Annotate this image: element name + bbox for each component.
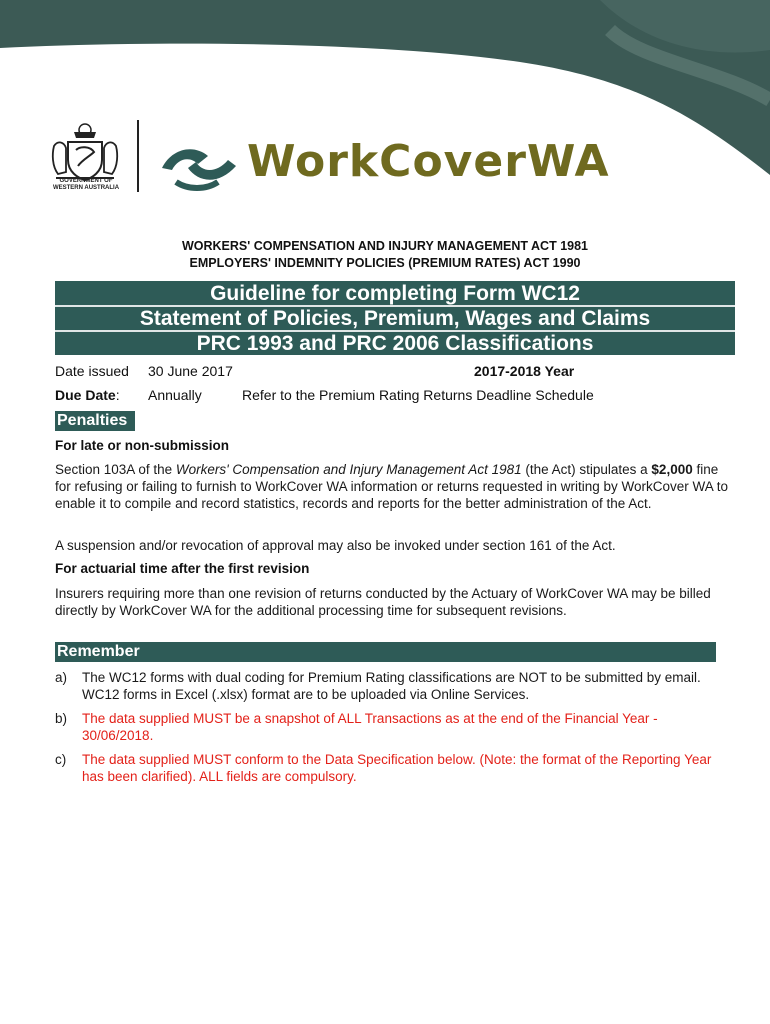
list-text: The WC12 forms with dual coding for Premium Rating classifications are NOT to be submitted by email. WC12 forms in Excel (.xlsx) format are to be uploaded via Online Services. <box>82 670 701 702</box>
title-line-1: Guideline for completing Form WC12 <box>210 282 580 305</box>
list-item <box>55 751 735 787</box>
list-marker: c) <box>55 752 67 767</box>
logo-divider <box>137 120 139 192</box>
due-date-value: Annually <box>148 387 202 403</box>
list-marker: b) <box>55 711 68 726</box>
p1-fine-amount: $2,000 <box>651 462 693 477</box>
brand-wordmark: WorkCoverWA <box>247 136 610 187</box>
p1-post: fine for refusing or failing to furnish to WorkCover WA information or returns requested in writing by WorkCover WA to enable it to compile and record statistics, records and reports for the better administration of the Act. <box>55 462 729 511</box>
title-line-2: Statement of Policies, Premium, Wages and Claims <box>139 307 651 330</box>
document-title-block <box>55 281 735 355</box>
penalties-paragraph-3: Insurers requiring more than one revision of returns conducted by the Actuary of WorkCover WA may be billed directly by WorkCover WA for the additional processing time for subsequent revisions. <box>55 586 711 618</box>
crest-caption-line1: GOVERNMENT OF <box>59 178 113 184</box>
crest-caption-line2: WESTERN AUSTRALIA <box>52 185 120 191</box>
list-item <box>55 710 735 746</box>
due-date-colon: : <box>115 387 120 403</box>
due-date-label: Due Date <box>55 387 116 403</box>
crest-caption <box>40 178 132 192</box>
date-issued-label: Date issued <box>55 363 129 379</box>
p1-mid: (the Act) stipulates a <box>521 462 652 477</box>
act-line-1: WORKERS' COMPENSATION AND INJURY MANAGEMENT ACT 1981 <box>181 239 589 253</box>
list-text: The data supplied MUST conform to the Data Specification below. (Note: the format of the Reporting Year has been clarified). ALL fields are compulsory. <box>82 752 712 784</box>
list-marker: a) <box>55 670 68 685</box>
acts-header <box>0 238 770 272</box>
due-date-note: Refer to the Premium Rating Returns Deadline Schedule <box>242 387 594 403</box>
list-item <box>55 669 735 705</box>
date-issued-value: 30 June 2017 <box>148 363 233 379</box>
reporting-year: 2017-2018 Year <box>474 363 575 379</box>
title-line-3: PRC 1993 and PRC 2006 Classifications <box>196 332 594 355</box>
penalties-paragraph-1 <box>55 461 730 512</box>
due-date-label-group <box>55 387 120 403</box>
late-submission-heading: For late or non-submission <box>55 438 230 453</box>
act-line-2: EMPLOYERS' INDEMNITY POLICIES (PREMIUM RATES) ACT 1990 <box>189 256 581 270</box>
p1-pre: Section 103A of the <box>55 462 176 477</box>
p1-act-name: Workers' Compensation and Injury Management Act 1981 <box>175 462 522 477</box>
penalties-paragraph-2: A suspension and/or revocation of approval may also be invoked under section 161 of the Act. <box>55 538 616 553</box>
remember-heading: Remember <box>55 642 716 662</box>
workcover-logo-icon <box>158 138 240 192</box>
actuarial-heading: For actuarial time after the first revision <box>55 561 310 576</box>
list-text: The data supplied MUST be a snapshot of ALL Transactions as at the end of the Financial Year - 30/06/2018. <box>82 711 658 743</box>
penalties-heading: Penalties <box>55 411 135 431</box>
